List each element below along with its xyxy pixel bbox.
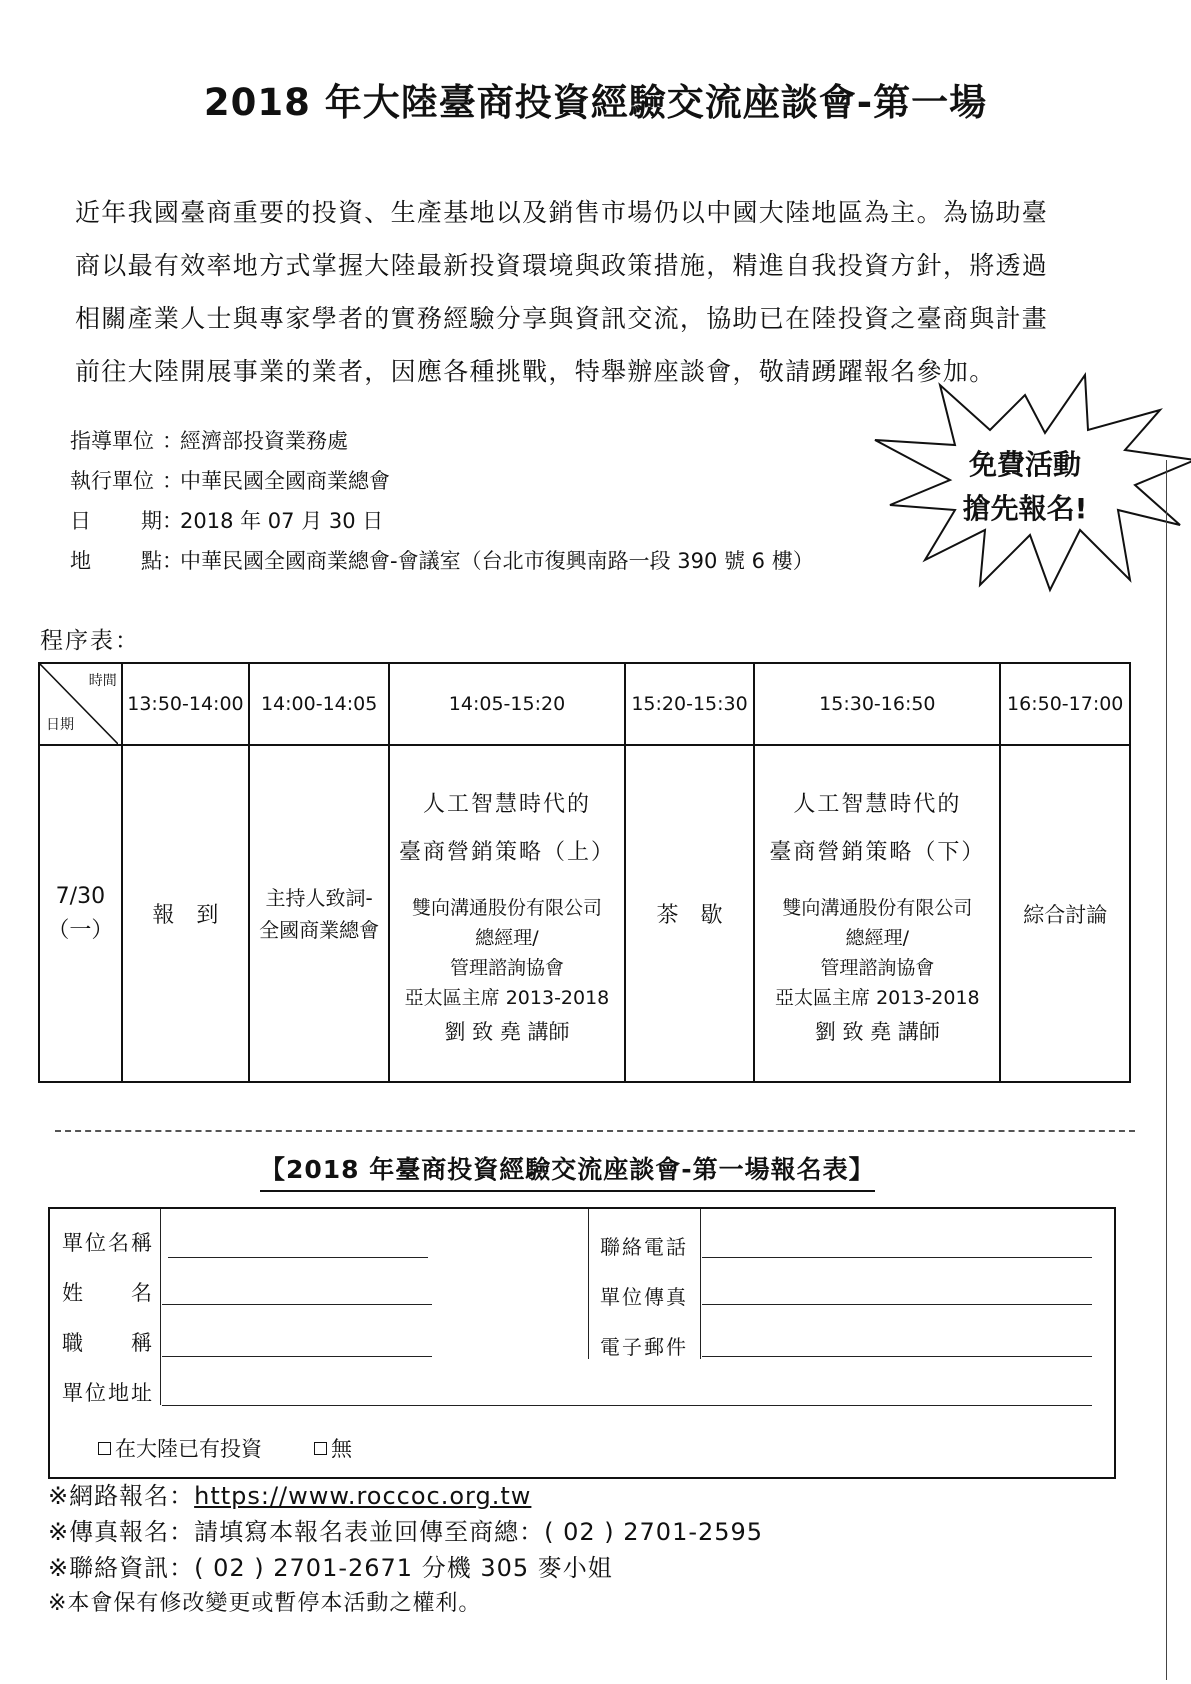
registration-notes [48,1478,763,1622]
address-field[interactable] [162,1405,1092,1406]
org-name-field[interactable] [168,1257,428,1258]
name-label: 姓 名 [62,1281,154,1305]
exec-label: 執行單位 [70,469,154,493]
date-value: 2018 年 07 月 30 日 [180,509,384,533]
speaker-line: 管理諮詢協會 [820,956,935,979]
badge-line: 免費活動 [968,448,1081,481]
date-label-char: 日 [70,509,91,533]
info-exec-row [70,465,814,505]
date-label [70,505,162,545]
schedule-label: 程序表： [40,628,140,654]
checkin-cell: 報 到 [122,745,249,1082]
label-column-divider [160,1209,161,1405]
session2-cell [754,745,1000,1082]
colon: ： [162,509,183,533]
job-title-label: 職 稱 [62,1331,154,1355]
right-label-divider [700,1209,701,1359]
speaker-line: 劉 致 堯 講師 [444,1019,570,1044]
speaker-info [390,893,624,1047]
invested-option[interactable] [98,1433,262,1463]
no-investment-option-label: 無 [331,1437,352,1461]
schedule-header-row [39,663,1130,745]
break-cell: 茶 歇 [625,745,754,1082]
org-name-label: 單位名稱 [62,1231,154,1255]
weekday-text: （一） [47,917,114,943]
opening-cell [249,745,389,1082]
opening-line: 全國商業總會 [259,917,380,942]
speaker-line: 總經理/ [845,926,910,949]
form-title: 【2018 年臺商投資經驗交流座談會-第一場報名表】 [260,1150,875,1192]
website-link[interactable]: https://www.roccoc.org.tw [194,1482,532,1510]
speaker-line: 劉 致 堯 講師 [814,1019,940,1044]
speaker-info [755,893,999,1047]
info-guide-row [70,425,814,465]
time-header: 13:50-14:00 [122,663,249,745]
name-field[interactable] [162,1304,432,1305]
corner-time-label: 時間 [88,673,117,689]
date-cell [39,745,122,1082]
info-venue-row [70,545,814,585]
schedule-table [38,662,1131,1083]
web-registration-prefix: ※網路報名： [48,1482,195,1510]
corner-cell [39,663,122,745]
date-text: 7/30 [55,883,106,909]
job-title-field[interactable] [162,1356,432,1357]
venue-value: 中華民國全國商業總會-會議室（台北市復興南路一段 390 號 6 樓） [180,549,814,573]
session-title: 人工智慧時代的 [793,791,962,817]
phone-field[interactable] [702,1257,1092,1258]
checkbox-icon[interactable] [314,1442,327,1455]
scan-edge-line [1166,460,1167,1680]
email-label: 電子郵件 [600,1335,688,1359]
fax-registration-note: ※傳真報名：請填寫本報名表並回傳至商總：( 02 ) 2701-2595 [48,1518,764,1546]
session-title: 臺商營銷策略（上） [398,839,615,865]
colon: ： [162,469,183,493]
colon: ： [162,549,183,573]
fax-label: 單位傳真 [600,1285,688,1309]
web-registration-note [48,1478,763,1514]
mid-column-divider [588,1209,589,1359]
registration-form [48,1207,1116,1479]
checkbox-icon[interactable] [98,1442,111,1455]
email-field[interactable] [702,1356,1092,1357]
discussion-cell: 綜合討論 [1000,745,1130,1082]
cut-line-divider [55,1130,1135,1132]
address-label: 單位地址 [62,1381,154,1405]
time-header: 15:30-16:50 [754,663,1000,745]
venue-label-char: 地 [70,549,91,573]
intro-line: 前往大陸開展事業的業者，因應各種挑戰，特舉辦座談會，敬請踴躍報名參加。 [75,357,996,386]
guide-value: 經濟部投資業務處 [180,429,348,453]
time-header: 15:20-15:30 [625,663,754,745]
venue-label [70,545,162,585]
contact-info-note: ※聯絡資訊：( 02 ) 2701-2671 分機 305 麥小姐 [48,1554,613,1582]
phone-label: 聯絡電話 [600,1235,688,1259]
corner-date-label: 日期 [46,717,74,733]
time-header: 14:00-14:05 [249,663,389,745]
badge-line: 搶先報名! [962,492,1088,525]
event-info [70,425,814,585]
fax-field[interactable] [702,1304,1092,1305]
schedule-body-row [39,745,1130,1082]
session-title: 人工智慧時代的 [422,791,591,817]
intro-line: 近年我國臺商重要的投資、生產基地以及銷售市場仍以中國大陸地區為主。為協助臺 [75,198,1049,227]
intro-line: 相關產業人士與專家學者的實務經驗分享與資訊交流，協助已在陸投資之臺商與計畫 [75,304,1049,333]
time-header: 14:05-15:20 [389,663,625,745]
session-title: 臺商營銷策略（下） [769,839,986,865]
opening-line: 主持人致詞- [265,885,373,910]
invested-option-label: 在大陸已有投資 [115,1437,262,1461]
free-event-badge [920,443,1130,531]
no-investment-option[interactable] [314,1433,352,1463]
session1-cell [389,745,625,1082]
date-label-char: 期 [141,509,162,533]
time-header: 16:50-17:00 [1000,663,1130,745]
guide-label: 指導單位 [70,429,154,453]
speaker-line: 雙向溝通股份有限公司 [782,896,973,919]
info-date-row [70,505,814,545]
speaker-line: 管理諮詢協會 [449,956,564,979]
exec-value: 中華民國全國商業總會 [180,469,390,493]
venue-label-char: 點 [141,549,162,573]
speaker-line: 總經理/ [475,926,539,949]
speaker-line: 亞太區主席 2013-2018 [775,986,980,1009]
speaker-line: 雙向溝通股份有限公司 [411,896,602,919]
page-title: 2018 年大陸臺商投資經驗交流座談會-第一場 [203,81,988,124]
intro-line: 商以最有效率地方式掌握大陸最新投資環境與政策措施，精進自我投資方針，將透過 [75,251,1049,280]
colon: ： [162,429,183,453]
speaker-line: 亞太區主席 2013-2018 [404,986,610,1009]
rights-reserved-note: ※本會保有修改變更或暫停本活動之權利。 [48,1591,482,1616]
